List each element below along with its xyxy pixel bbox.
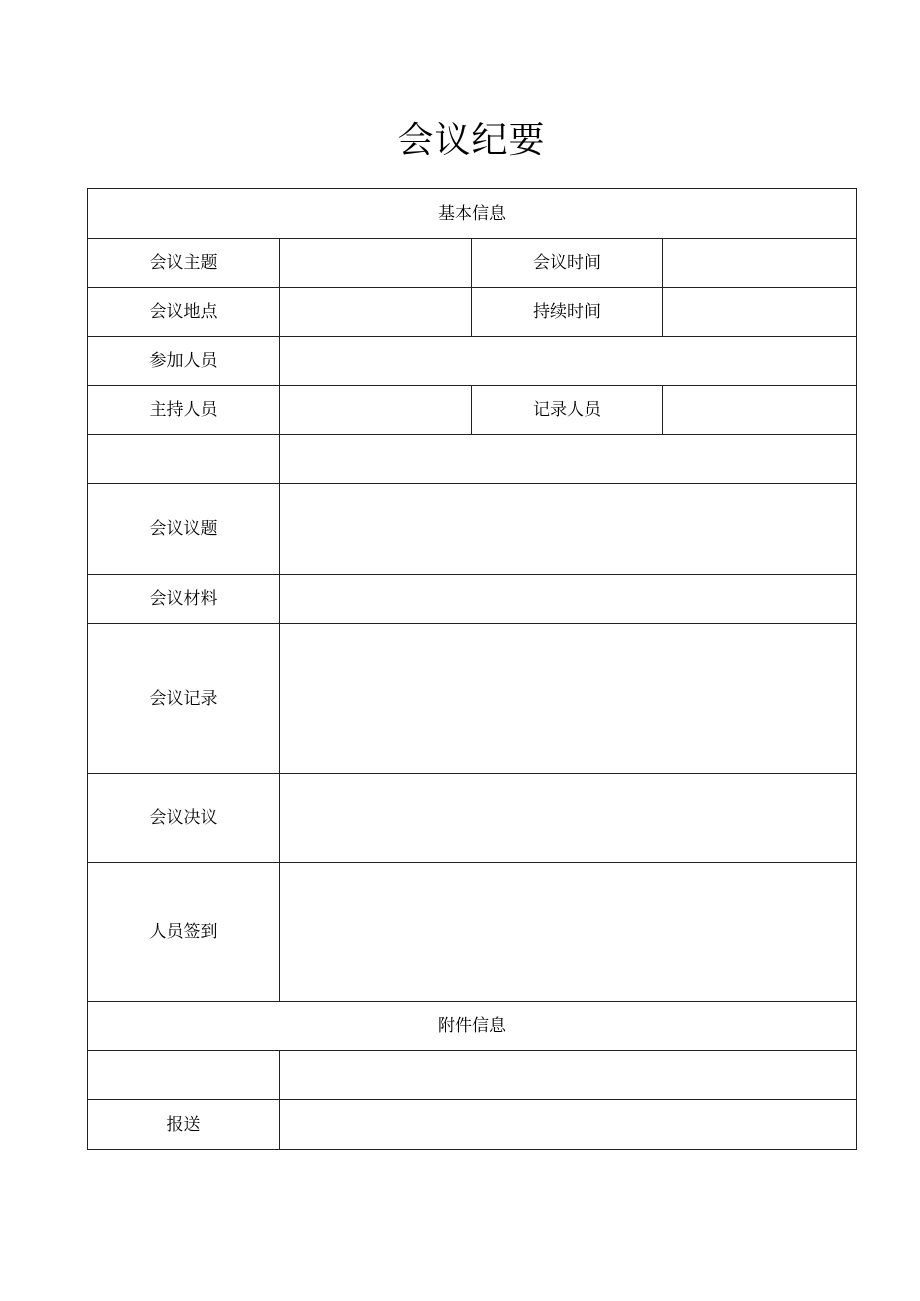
table-row: [88, 1051, 857, 1100]
time-value[interactable]: [663, 239, 857, 288]
blank-value[interactable]: [280, 435, 857, 484]
table-row: [88, 337, 857, 386]
resolution-label: 会议决议: [88, 774, 280, 863]
table-row: [88, 624, 857, 774]
report-to-label: 报送: [88, 1100, 280, 1150]
time-label: 会议时间: [472, 239, 663, 288]
location-label: 会议地点: [88, 288, 280, 337]
agenda-value[interactable]: [280, 484, 857, 575]
section-header-basic: 基本信息: [88, 189, 857, 239]
signin-value[interactable]: [280, 863, 857, 1002]
participants-label: 参加人员: [88, 337, 280, 386]
table-row: [88, 288, 857, 337]
recorder-value[interactable]: [663, 386, 857, 435]
blank-label: [88, 435, 280, 484]
section-row-attachment: [88, 1002, 857, 1051]
recorder-label: 记录人员: [472, 386, 663, 435]
section-row-basic: [88, 189, 857, 239]
table-row: [88, 435, 857, 484]
topic-value[interactable]: [280, 239, 472, 288]
agenda-label: 会议议题: [88, 484, 280, 575]
table-row: [88, 575, 857, 624]
table-row: [88, 1100, 857, 1150]
signin-label: 人员签到: [88, 863, 280, 1002]
duration-value[interactable]: [663, 288, 857, 337]
minutes-value[interactable]: [280, 624, 857, 774]
meeting-minutes-form: [87, 188, 857, 1150]
participants-value[interactable]: [280, 337, 857, 386]
table-row: [88, 484, 857, 575]
materials-value[interactable]: [280, 575, 857, 624]
attachment-blank-value[interactable]: [280, 1051, 857, 1100]
location-value[interactable]: [280, 288, 472, 337]
duration-label: 持续时间: [472, 288, 663, 337]
page-title: 会议纪要: [397, 120, 546, 161]
host-label: 主持人员: [88, 386, 280, 435]
table-row: [88, 386, 857, 435]
table-row: [88, 863, 857, 1002]
table-row: [88, 774, 857, 863]
attachment-blank-label: [88, 1051, 280, 1100]
section-header-attachment: 附件信息: [88, 1002, 857, 1051]
table-row: [88, 239, 857, 288]
resolution-value[interactable]: [280, 774, 857, 863]
materials-label: 会议材料: [88, 575, 280, 624]
host-value[interactable]: [280, 386, 472, 435]
report-to-value[interactable]: [280, 1100, 857, 1150]
minutes-label: 会议记录: [88, 624, 280, 774]
topic-label: 会议主题: [88, 239, 280, 288]
